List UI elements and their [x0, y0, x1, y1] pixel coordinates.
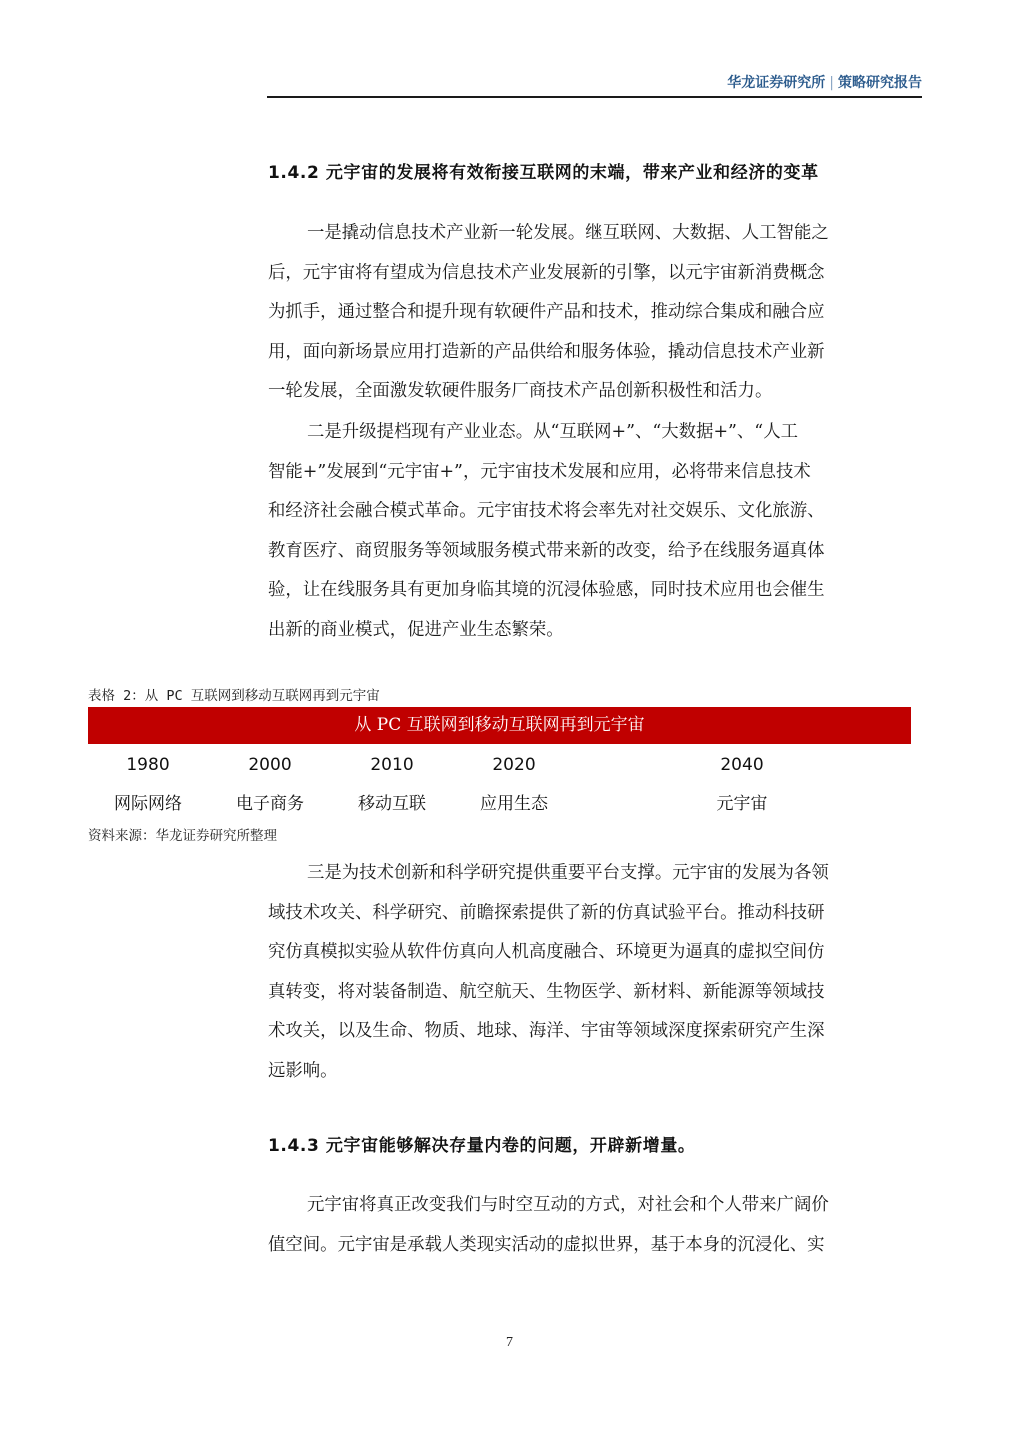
- paragraph-line: 值空间。元宇宙是承载人类现实活动的虚拟世界，基于本身的沉浸化、实: [268, 1234, 825, 1255]
- timeline: [88, 750, 911, 820]
- paragraph-line: 一是撬动信息技术产业新一轮发展。继互联网、大数据、人工智能之: [307, 223, 829, 243]
- table-banner-title: 从 PC 互联网到移动互联网再到元宇宙: [88, 707, 911, 744]
- table-caption: 表格 2：从 PC 互联网到移动互联网再到元宇宙: [88, 688, 380, 704]
- timeline-label: 网际网络: [114, 794, 182, 814]
- timeline-label: 电子商务: [236, 794, 304, 814]
- timeline-label: 应用生态: [480, 794, 548, 814]
- paragraph-line: 和经济社会融合模式革命。元宇宙技术将会率先对社交娱乐、文化旅游、: [268, 501, 825, 521]
- paragraph-line: 术攻关，以及生命、物质、地球、海洋、宇宙等领域深度探索研究产生深: [268, 1021, 825, 1041]
- paragraph-line: 智能+”发展到“元宇宙+”，元宇宙技术发展和应用，必将带来信息技术: [268, 461, 811, 482]
- paragraph-line: 元宇宙将真正改变我们与时空互动的方式，对社会和个人带来广阔价: [307, 1195, 829, 1215]
- paragraph-line: 教育医疗、商贸服务等领域服务模式带来新的改变，给予在线服务逼真体: [268, 540, 825, 561]
- section-143-heading: 1.4.3 元宇宙能够解决存量内卷的问题，开辟新增量。: [268, 1136, 696, 1156]
- timeline-year: 2000: [248, 755, 292, 775]
- header-separator: |: [829, 75, 834, 91]
- section-143-paragraph-1: [268, 1186, 911, 1265]
- timeline-year: 2020: [492, 755, 536, 775]
- paragraph-line: 真转变，将对装备制造、航空航天、生物医学、新材料、新能源等领域技: [268, 981, 825, 1002]
- paragraph-3: [268, 854, 911, 1091]
- paragraph-line: 远影响。: [268, 1060, 338, 1081]
- timeline-year: 1980: [126, 755, 170, 775]
- page-header: [267, 72, 922, 98]
- paragraph-line: 后，元宇宙将有望成为信息技术产业发展新的引擎，以元宇宙新消费概念: [268, 262, 825, 283]
- paragraph-line: 验，让在线服务具有更加身临其境的沉浸体验感，同时技术应用也会催生: [268, 580, 825, 600]
- section-142-paragraph-1: [268, 214, 911, 412]
- header-org: 华龙证券研究所: [727, 75, 826, 91]
- timeline-year: 2040: [720, 755, 764, 775]
- timeline-label: 元宇宙: [716, 794, 768, 814]
- section-142-paragraph-2: [268, 413, 911, 650]
- paragraph-line: 为抓手，通过整合和提升现有软硬件产品和技术，推动综合集成和融合应: [268, 302, 825, 322]
- section-142-heading: 1.4.2 元宇宙的发展将有效衔接互联网的末端，带来产业和经济的变革: [268, 163, 819, 183]
- page-number: 7: [506, 1335, 513, 1350]
- paragraph-line: 域技术攻关、科学研究、前瞻探索提供了新的仿真试验平台。推动科技研: [268, 902, 825, 923]
- timeline-year: 2010: [370, 755, 414, 775]
- paragraph-line: 用，面向新场景应用打造新的产品供给和服务体验，撬动信息技术产业新: [268, 341, 825, 362]
- paragraph-line: 究仿真模拟实验从软件仿真向人机高度融合、环境更为逼真的虚拟空间仿: [268, 942, 825, 962]
- paragraph-line: 出新的商业模式，促进产业生态繁荣。: [268, 619, 564, 640]
- table-source: 资料来源：华龙证券研究所整理: [88, 828, 277, 844]
- paragraph-line: 一轮发展，全面激发软硬件服务厂商技术产品创新积极性和活力。: [268, 381, 773, 401]
- paragraph-line: 三是为技术创新和科学研究提供重要平台支撑。元宇宙的发展为各领: [307, 863, 829, 883]
- paragraph-line: 二是升级提档现有产业业态。从“互联网+”、“大数据+”、“人工: [307, 422, 798, 442]
- header-report-type: 策略研究报告: [838, 75, 922, 91]
- timeline-label: 移动互联: [358, 794, 426, 814]
